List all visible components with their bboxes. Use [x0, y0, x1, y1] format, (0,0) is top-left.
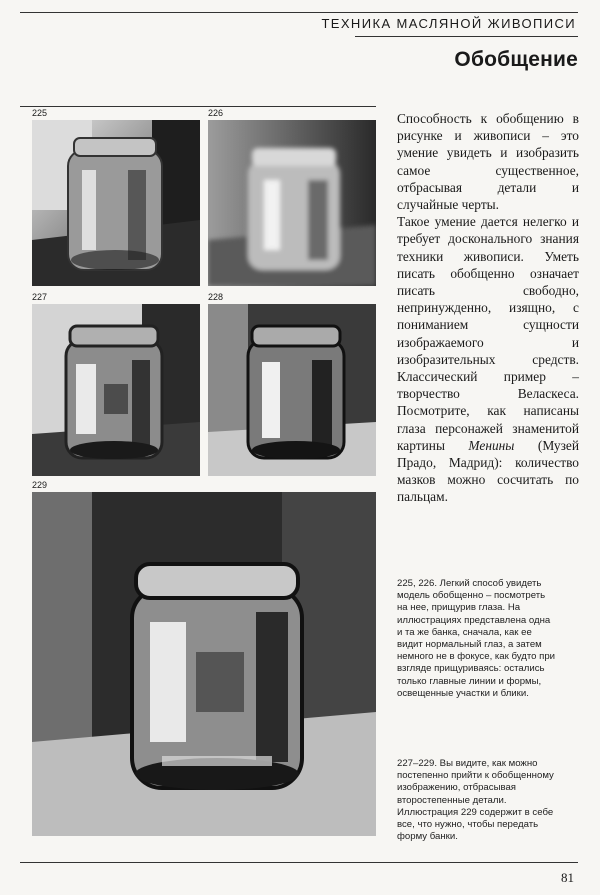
paragraph-1: Способность к обобщению в рисунке и живописи – это умение увидеть и изобразить самое существенное, отбрасывая детали и случайные черты.	[397, 111, 579, 213]
footer-rule	[20, 862, 578, 863]
header-rule	[20, 12, 578, 13]
figure-number: 227	[32, 292, 48, 302]
glass-jar-sharp-icon	[32, 120, 200, 286]
figure-225	[32, 108, 200, 288]
figure-number: 228	[208, 292, 224, 302]
paragraph-2: Такое умение дается нелегко и требует досконального знания техники живописи. Уметь писать обобщенно означает писать свободно, непринужденно, изящно, с пониманием сущности изображаемого и изобразительных средств. Классический пример – творчество Веласкеса. Посмотрите, как написаны глаза персонажей знаменитой картины Менины (Музей Прадо, Мадрид): количество мазков можно сосчитать по пальцам.	[397, 214, 579, 505]
page-title: Обобщение	[454, 48, 578, 71]
running-head: ТЕХНИКА МАСЛЯНОЙ ЖИВОПИСИ	[321, 16, 576, 31]
figure-top-rule	[20, 106, 376, 107]
glass-jar-painted-icon	[32, 304, 200, 476]
header-rule-secondary	[355, 36, 578, 37]
body-text	[397, 110, 579, 506]
figure-number: 225	[32, 108, 48, 118]
glass-jar-blurred-icon	[208, 120, 376, 286]
painting-title: Менины	[468, 437, 515, 453]
caption-227-229: 227–229. Вы видите, как можно постепенно прийти к обобщенному изображению, отбрасывая второстепенные детали. Иллюстрация 229 содержит в себе все, что нужно, чтобы передать форму банки.	[397, 758, 554, 843]
figure-227	[32, 292, 200, 478]
figure-229	[32, 480, 376, 838]
caption-225-226: 225, 226. Легкий способ увидеть модель обобщенно – посмотреть на нее, прищурив глаза. На иллюстрациях представлена одна и та же банка, сначала, как ее видит нормальный глаз, а затем немного не в фокусе, как будто при взгляде прищуриваясь: остались только главные линии и формы, освещенные участки и блики.	[397, 578, 556, 699]
glass-jar-painted-icon	[208, 304, 376, 476]
figure-226	[208, 108, 376, 288]
page-number: 81	[561, 870, 574, 885]
glass-jar-painted-large-icon	[32, 492, 376, 836]
figure-number: 229	[32, 480, 48, 490]
figure-number: 226	[208, 108, 224, 118]
figure-228	[208, 292, 376, 478]
